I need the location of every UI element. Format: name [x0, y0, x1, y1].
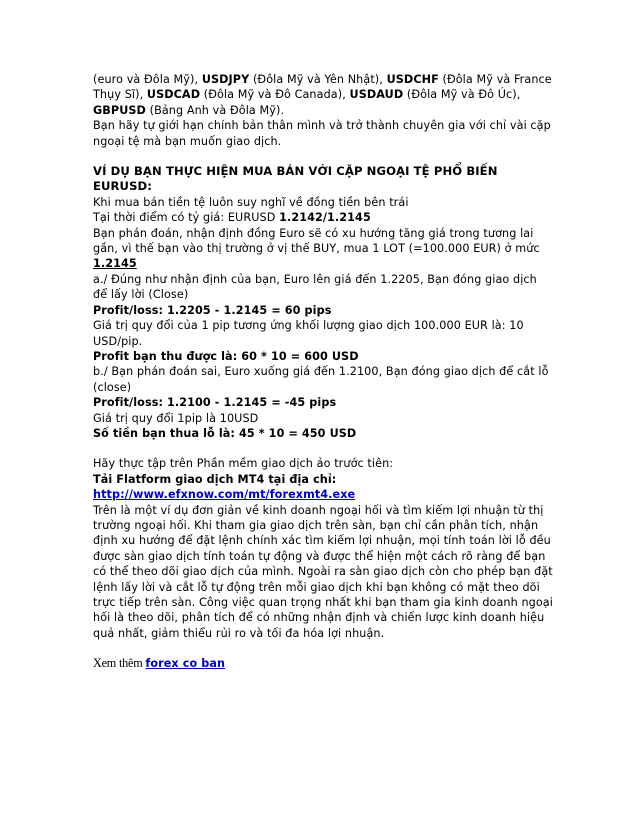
- case-b: b./ Bạn phán đoán sai, Euro xuống giá đến 1.2100, Bạn đóng giao dịch để cắt lỗ (close): [93, 365, 549, 394]
- profit-loss-a-text: Profit/loss: 1.2205 - 1.2145 = 60 pips: [93, 303, 332, 317]
- example-line-1: Khi mua bán tiền tệ luôn suy nghĩ về đồng tiền bên trái: [93, 195, 409, 209]
- see-more-line: [93, 656, 553, 671]
- example-heading: VÍ DỤ BẠN THỰC HIỆN MUA BÁN VỚI CẶP NGOẠI TỆ PHỔ BIẾN EURUSD:: [93, 164, 498, 194]
- profit-loss-b-text: Profit/loss: 1.2100 - 1.2145 = -45 pips: [93, 396, 337, 410]
- profit-result-text: Profit bạn thu được là: 60 * 10 = 600 USD: [93, 349, 359, 363]
- rate-value: 1.2142/1.2145: [279, 211, 371, 225]
- pair-usdchf: USDCHF: [386, 73, 439, 86]
- intro-text: (Đôla Mỹ và Yên Nhật),: [249, 73, 387, 86]
- loss-result-text: Số tiền bạn thua lỗ là: 45 * 10 = 450 USD: [93, 426, 357, 440]
- practice-body: Trên là một ví dụ đơn giản về kinh doanh ngoại hối và tìm kiếm lợi nhuận từ thị trường ngoại hối. Khi tham gia giao dịch trên sàn, bạn chỉ cần phân tích, nhận định xu hướng để đặt lệnh chính xác tìm kiếm lợi nhuận, mọi tính toán lời lỗ đều được sàn giao dịch tính toán tự động và được thể hiện một cách rõ ràng để bạn có thể theo dõi giao dịch của mình. Ngoài ra sàn giao dịch còn cho phép bạn đặt lệnh lấy lời và cắt lỗ tự động trên mỗi giao dịch khi bạn không có mặt theo dõi trực tiếp trên sàn. Công việc quan trọng nhất khi bạn tham gia kinh doanh ngoại hối là theo dõi, phân tích để có những nhận định và chiến lược kinh doanh hiệu quả nhất, giảm thiểu rủi ro và tối đa hóa lợi nhuận.: [93, 503, 553, 640]
- download-link[interactable]: http://www.efxnow.com/mt/forexmt4.exe: [93, 488, 356, 502]
- see-more-label: Xem thêm: [93, 656, 146, 671]
- case-a: a./ Đúng như nhận định của bạn, Euro lên giá đến 1.2205, Bạn đóng giao dịch để lấy lời (Close): [93, 272, 537, 302]
- intro-advice: Bạn hãy tự giới hạn chính bản thân mình và trở thành chuyên gia với chỉ vài cặp ngoại tệ mà bạn muốn giao dịch.: [93, 119, 551, 148]
- intro-text: (Đôla Mỹ và Đô Canada),: [200, 88, 350, 102]
- pip-value-a: Giá trị quy đổi của 1 pip tương ứng khối lượng giao dịch 100.000 EUR là: 10 USD/pip.: [93, 319, 524, 348]
- intro-paragraph: [93, 72, 553, 118]
- rate-label: Tại thời điểm có tỷ giá: EURUSD: [93, 211, 280, 225]
- practice-intro: Hãy thực tập trên Phần mềm giao dịch ảo trước tiên:: [93, 457, 394, 471]
- loss-result: [93, 426, 553, 441]
- intro-text: (Đôla Mỹ và France Thụy Sĩ),: [93, 73, 552, 102]
- entry-price: 1.2145: [93, 257, 137, 271]
- pair-gbpusd: GBPUSD: [93, 103, 146, 117]
- profit-loss-a: [93, 303, 553, 318]
- example-line-3: [93, 226, 553, 272]
- download-label: Tải Flatform giao dịch MT4 tại địa chỉ:: [93, 472, 337, 486]
- profit-loss-b: [93, 395, 553, 410]
- pair-usdaud: USDAUD: [349, 88, 404, 102]
- intro-text: (Bảng Anh và Đôla Mỹ).: [145, 103, 285, 117]
- pair-usdjpy: USDJPY: [201, 73, 250, 86]
- see-more-link[interactable]: forex co ban: [145, 657, 226, 671]
- intro-text: (Đôla Mỹ và Đô Úc),: [403, 88, 521, 102]
- pip-value-b: Giá trị quy đổi 1pip là 10USD: [93, 411, 259, 425]
- document-page: [93, 72, 553, 672]
- profit-result: [93, 349, 553, 364]
- intro-text: (euro và Đôla Mỹ),: [93, 73, 202, 86]
- pair-usdcad: USDCAD: [146, 88, 201, 102]
- download-line: [93, 472, 553, 503]
- example-line-2: [93, 210, 553, 225]
- prediction-text: Bạn phán đoán, nhận định đồng Euro sẽ có xu hướng tăng giá trong tương lai gần, vì thế bạn vào thị trường ở vị thế BUY, mua 1 LOT (=100.000 EUR) ở mức: [93, 226, 540, 256]
